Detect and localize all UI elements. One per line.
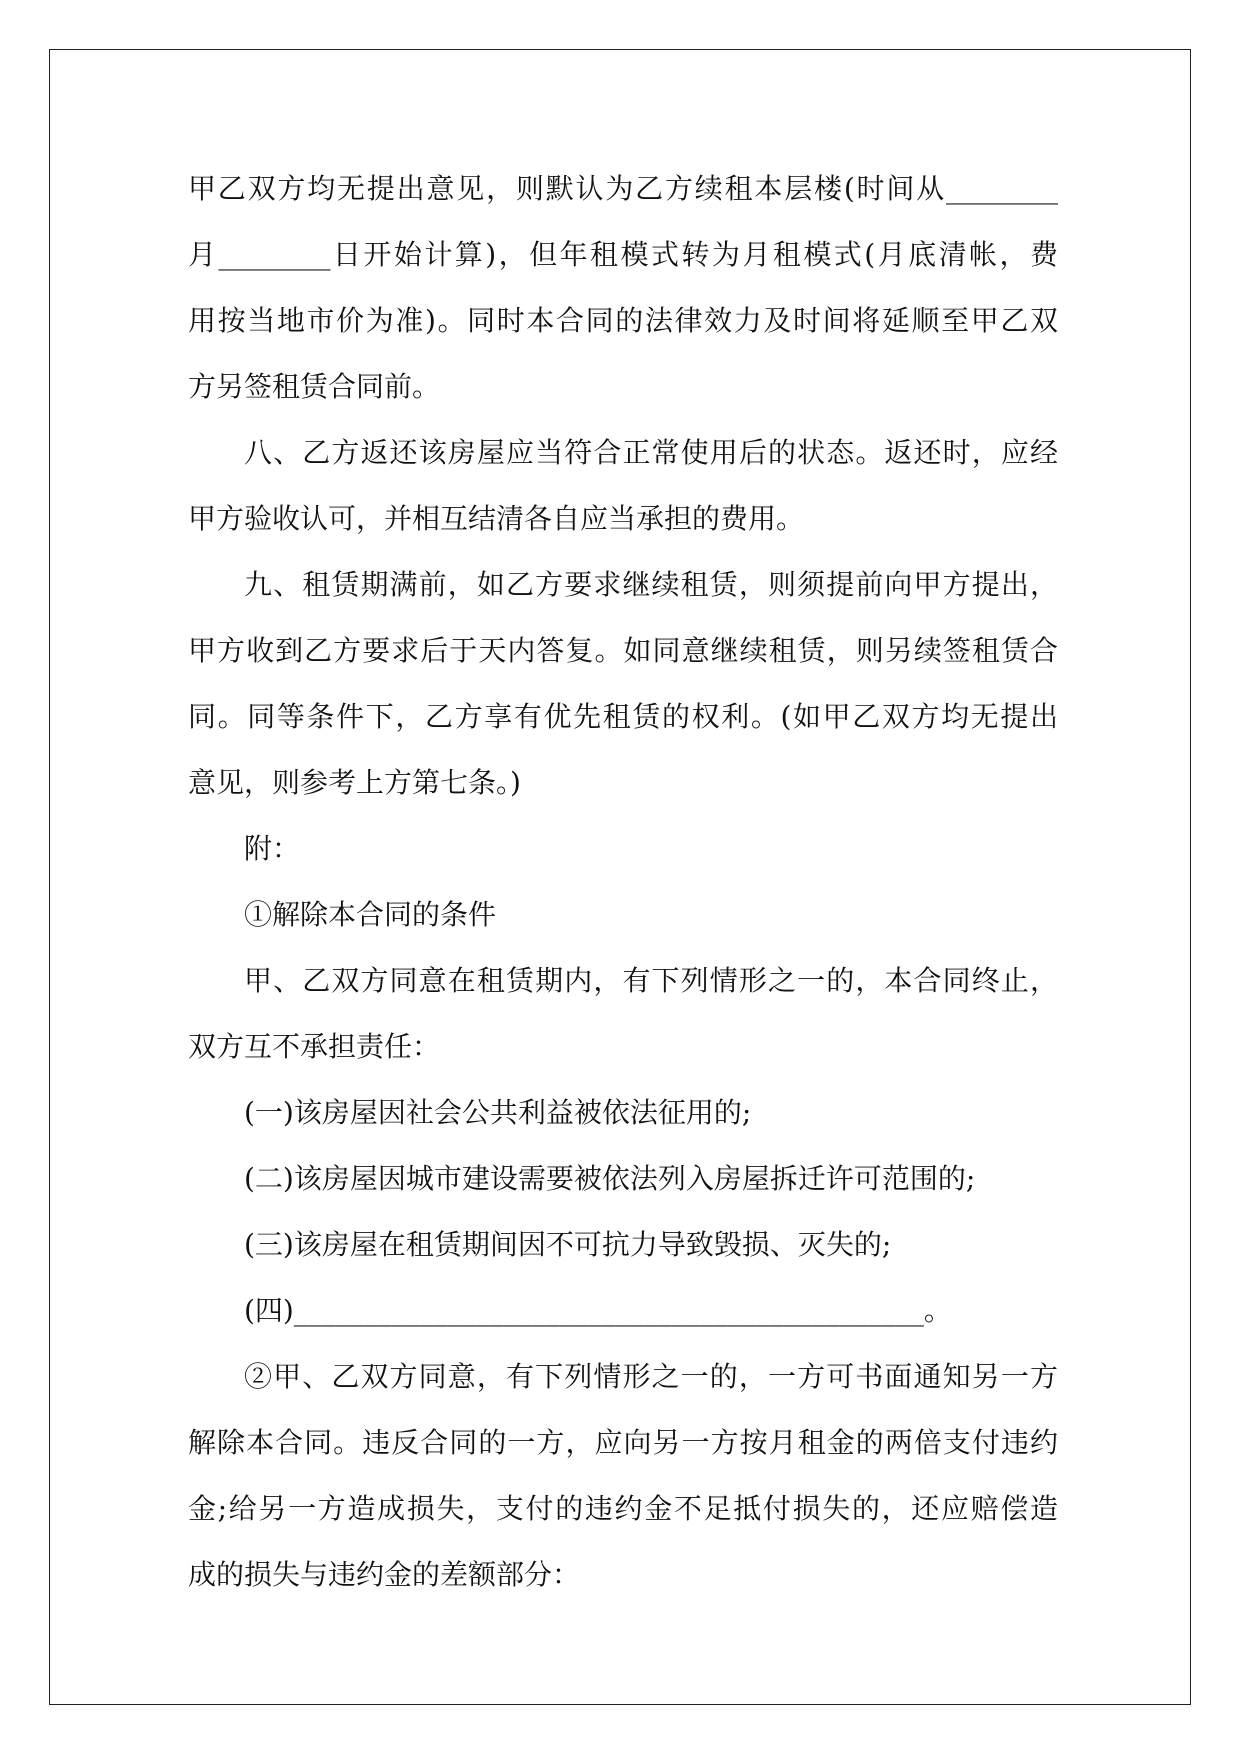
- text-line: 意见，则参考上方第七条。): [188, 766, 521, 799]
- text-line: 月________日开始计算)，但年租模式转为月租模式(月底清帐，费: [188, 238, 1058, 271]
- list-item: (二)该房屋因城市建设需要被依法列入房屋拆迁许可范围的;: [244, 1162, 976, 1195]
- text-line: 甲方收到乙方要求后于天内答复。如同意继续租赁，则另续签租赁合: [188, 634, 1058, 667]
- text-line: ②甲、乙双方同意，有下列情形之一的，一方可书面通知另一方: [244, 1360, 1058, 1393]
- text-line: 甲、乙双方同意在租赁期内，有下列情形之一的，本合同终止，: [244, 964, 1058, 997]
- text-line: 八、乙方返还该房屋应当符合正常使用后的状态。返还时，应经: [244, 436, 1058, 469]
- text-line: 同。同等条件下，乙方享有优先租赁的权利。(如甲乙双方均无提出: [188, 700, 1058, 733]
- text-line: 附：: [244, 832, 301, 865]
- text-line: 双方互不承担责任：: [188, 1030, 441, 1063]
- text-line: 甲乙双方均无提出意见，则默认为乙方续租本层楼(时间从________: [188, 172, 1058, 205]
- section-heading: ①解除本合同的条件: [244, 898, 497, 931]
- text-line: 解除本合同。违反合同的一方，应向另一方按月租金的两倍支付违约: [188, 1426, 1058, 1459]
- text-line: 方另签租赁合同前。: [188, 370, 441, 403]
- text-line: 甲方验收认可，并相互结清各自应当承担的费用。: [188, 502, 805, 535]
- text-line: 成的损失与违约金的差额部分：: [188, 1558, 581, 1591]
- list-item: (一)该房屋因社会公共利益被依法征用的;: [244, 1096, 752, 1129]
- text-line: 九、租赁期满前，如乙方要求继续租赁，则须提前向甲方提出，: [244, 568, 1058, 601]
- list-item: (三)该房屋在租赁期间因不可抗力导致毁损、灭失的;: [244, 1228, 892, 1261]
- list-item: (四)_____________________________________________。: [244, 1294, 952, 1327]
- document-body: [188, 156, 1058, 1608]
- text-line: 金;给另一方造成损失，支付的违约金不足抵付损失的，还应赔偿造: [188, 1492, 1058, 1525]
- text-line: 用按当地市价为准)。同时本合同的法律效力及时间将延顺至甲乙双: [188, 304, 1058, 337]
